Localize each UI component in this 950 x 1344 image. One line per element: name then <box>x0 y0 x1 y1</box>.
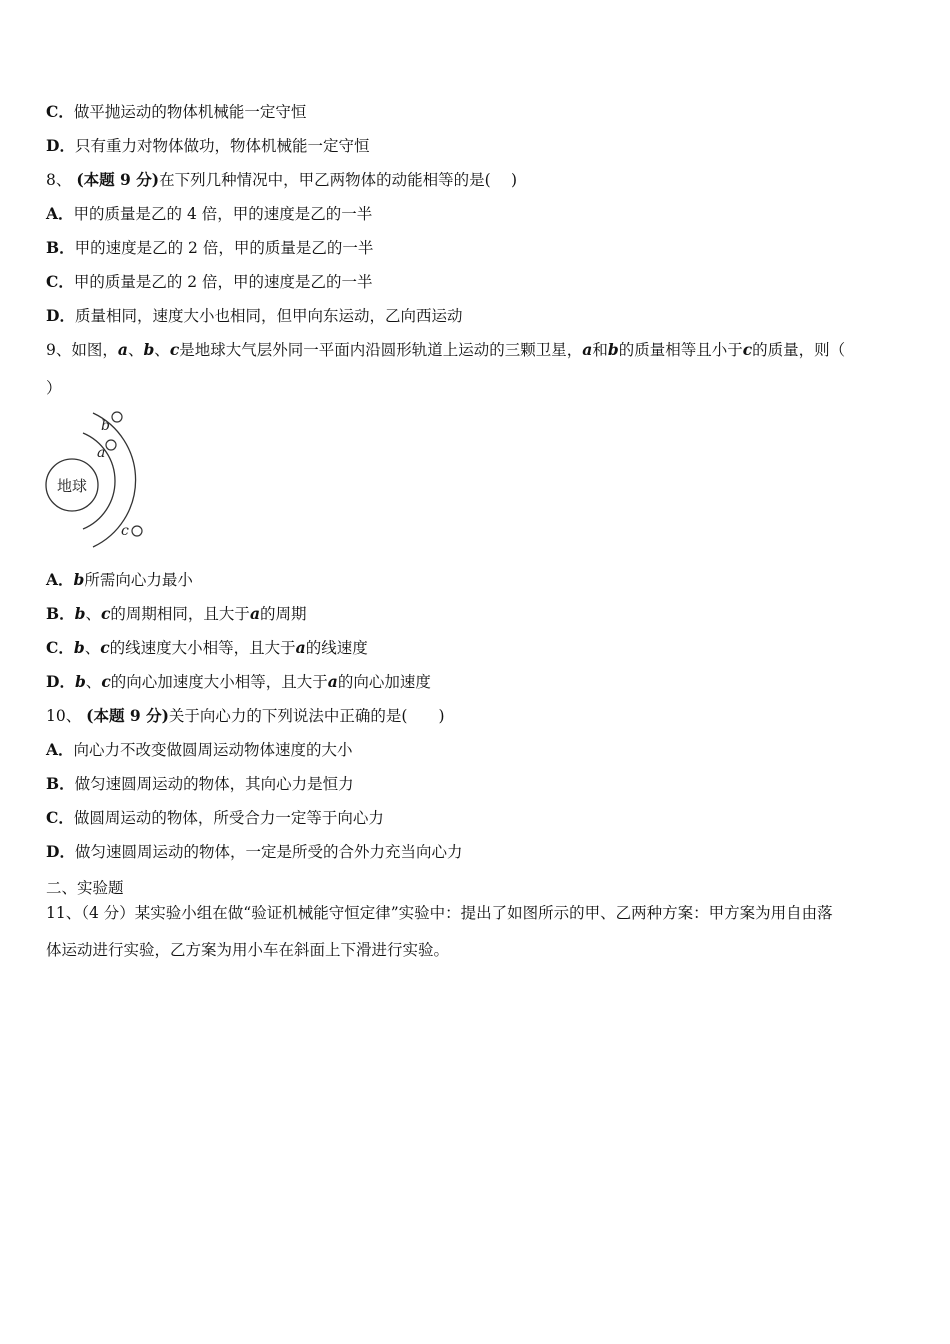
q11-line-2: 体运动进行实验，乙方案为用小车在斜面上下滑进行实验。 <box>46 941 450 959</box>
section-title: 二、实验题 <box>46 879 124 897</box>
q9-stem: 9、如图，a、b、c是地球大气层外同一平面内沿圆形轨道上运动的三颗卫星，a和b的质量相等且小于c的质量，则（ <box>46 340 846 359</box>
label-b: b <box>101 418 110 434</box>
q7-option-c: C．做平抛运动的物体机械能一定守恒 <box>46 102 307 121</box>
q7-option-d: D．只有重力对物体做功，物体机械能一定守恒 <box>46 136 370 155</box>
orbit-diagram <box>40 405 170 555</box>
q9-stem-close: ） <box>46 379 62 397</box>
label-a: a <box>97 445 106 461</box>
satellite-c <box>132 526 142 536</box>
q8-option-c: C．甲的质量是乙的 2 倍，甲的速度是乙的一半 <box>46 272 373 291</box>
q10-option-a: A．向心力不改变做圆周运动物体速度的大小 <box>46 740 353 759</box>
q9-option-a: A．b所需向心力最小 <box>46 570 193 589</box>
q10-option-b: B．做匀速圆周运动的物体，其向心力是恒力 <box>46 774 354 793</box>
q8-option-d: D．质量相同，速度大小也相同，但甲向东运动，乙向西运动 <box>46 306 463 325</box>
satellite-b <box>112 412 122 422</box>
outer-orbit-arc <box>93 413 136 547</box>
q9-option-c: C．b、c的线速度大小相等，且大于a的线速度 <box>46 638 368 657</box>
q8-option-a: A．甲的质量是乙的 4 倍，甲的速度是乙的一半 <box>46 204 373 223</box>
q10-option-c: C．做圆周运动的物体，所受合力一定等于向心力 <box>46 808 384 827</box>
label-c: c <box>121 523 129 539</box>
satellite-a <box>106 440 116 450</box>
q9-option-b: B．b、c的周期相同，且大于a的周期 <box>46 604 307 623</box>
earth-label: 地球 <box>56 477 88 495</box>
q9-option-d: D．b、c的向心加速度大小相等，且大于a的向心加速度 <box>46 672 431 691</box>
q8-stem: 8、 (本题 9 分)在下列几种情况中，甲乙两物体的动能相等的是( ) <box>46 170 518 189</box>
q11-line-1: 11、（4 分）某实验小组在做“验证机械能守恒定律”实验中：提出了如图所示的甲、乙两种方案：甲方案为用自由落 <box>46 904 833 922</box>
q8-option-b: B．甲的速度是乙的 2 倍，甲的质量是乙的一半 <box>46 238 374 257</box>
q10-option-d: D．做匀速圆周运动的物体，一定是所受的合外力充当向心力 <box>46 842 463 861</box>
q10-stem: 10、 (本题 9 分)关于向心力的下列说法中正确的是( ) <box>46 706 445 725</box>
